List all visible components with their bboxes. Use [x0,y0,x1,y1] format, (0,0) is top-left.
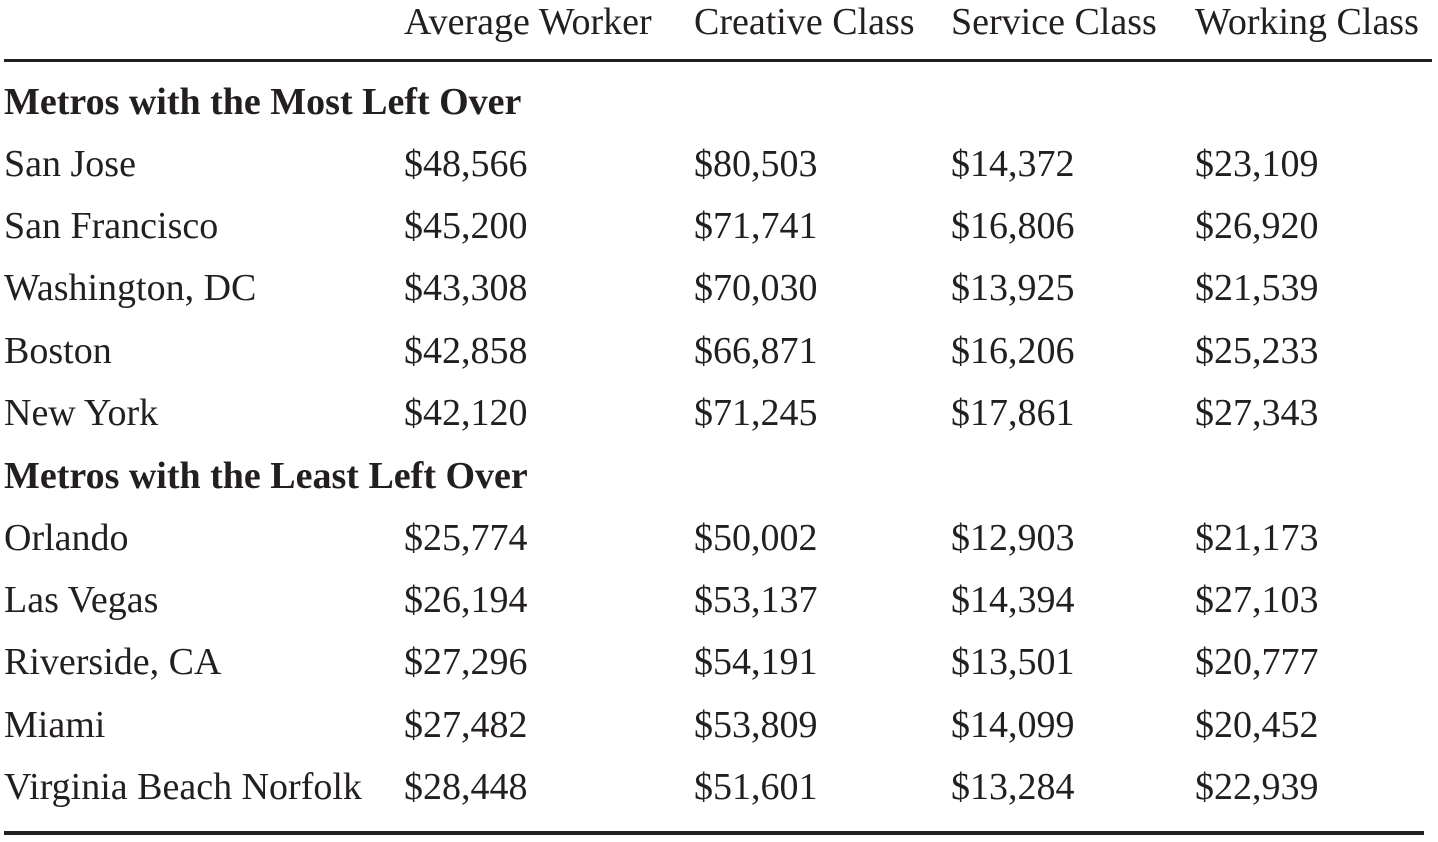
average-worker-value: $42,120 [404,392,528,434]
average-worker-value: $26,194 [404,579,528,621]
service-class-value: $14,099 [951,704,1075,746]
working-class-value: $26,920 [1195,205,1319,247]
creative-class-value: $70,030 [694,267,818,309]
metro-name: Washington, DC [4,267,257,309]
metro-name: Boston [4,330,112,372]
average-worker-value: $42,858 [404,330,528,372]
service-class-value: $16,206 [951,330,1075,372]
creative-class-value: $54,191 [694,641,818,683]
creative-class-value: $50,002 [694,517,818,559]
working-class-value: $27,103 [1195,579,1319,621]
column-header-average-worker: Average Worker [404,1,652,43]
creative-class-value: $51,601 [694,766,818,808]
table-header-row [0,0,1438,47]
working-class-value: $22,939 [1195,766,1319,808]
average-worker-value: $48,566 [404,143,528,185]
metro-name: Las Vegas [4,579,159,621]
service-class-value: $16,806 [951,205,1075,247]
average-worker-value: $25,774 [404,517,528,559]
service-class-value: $17,861 [951,392,1075,434]
average-worker-value: $45,200 [404,205,528,247]
metro-name: Virginia Beach Norfolk [4,766,362,808]
working-class-value: $21,173 [1195,517,1319,559]
working-class-value: $20,777 [1195,641,1319,683]
creative-class-value: $71,741 [694,205,818,247]
service-class-value: $12,903 [951,517,1075,559]
metro-name: Orlando [4,517,129,559]
table-row [0,201,1438,251]
table-row [0,263,1438,313]
column-header-creative-class: Creative Class [694,1,915,43]
service-class-value: $13,925 [951,267,1075,309]
metro-name: Riverside, CA [4,641,222,683]
table-row [0,326,1438,376]
metro-name: San Jose [4,143,136,185]
section-heading-least-left-over: Metros with the Least Left Over [4,455,528,497]
table-row [0,513,1438,563]
service-class-value: $14,394 [951,579,1075,621]
working-class-value: $23,109 [1195,143,1319,185]
service-class-value: $13,284 [951,766,1075,808]
metro-name: Miami [4,704,106,746]
section-heading-most-left-over: Metros with the Most Left Over [4,81,522,123]
creative-class-value: $80,503 [694,143,818,185]
table-row [0,637,1438,687]
table-row [0,139,1438,189]
working-class-value: $25,233 [1195,330,1319,372]
table-row [0,700,1438,750]
working-class-value: $20,452 [1195,704,1319,746]
average-worker-value: $43,308 [404,267,528,309]
table-row [0,388,1438,438]
metro-name: New York [4,392,159,434]
working-class-value: $27,343 [1195,392,1319,434]
service-class-value: $13,501 [951,641,1075,683]
bottom-rule [4,831,1424,835]
column-header-service-class: Service Class [951,1,1157,43]
table-row [0,762,1438,812]
average-worker-value: $28,448 [404,766,528,808]
header-rule [4,59,1432,62]
column-header-working-class: Working Class [1195,1,1419,43]
service-class-value: $14,372 [951,143,1075,185]
metro-name: San Francisco [4,205,219,247]
creative-class-value: $53,137 [694,579,818,621]
creative-class-value: $53,809 [694,704,818,746]
average-worker-value: $27,296 [404,641,528,683]
creative-class-value: $71,245 [694,392,818,434]
creative-class-value: $66,871 [694,330,818,372]
average-worker-value: $27,482 [404,704,528,746]
working-class-value: $21,539 [1195,267,1319,309]
table-row [0,575,1438,625]
